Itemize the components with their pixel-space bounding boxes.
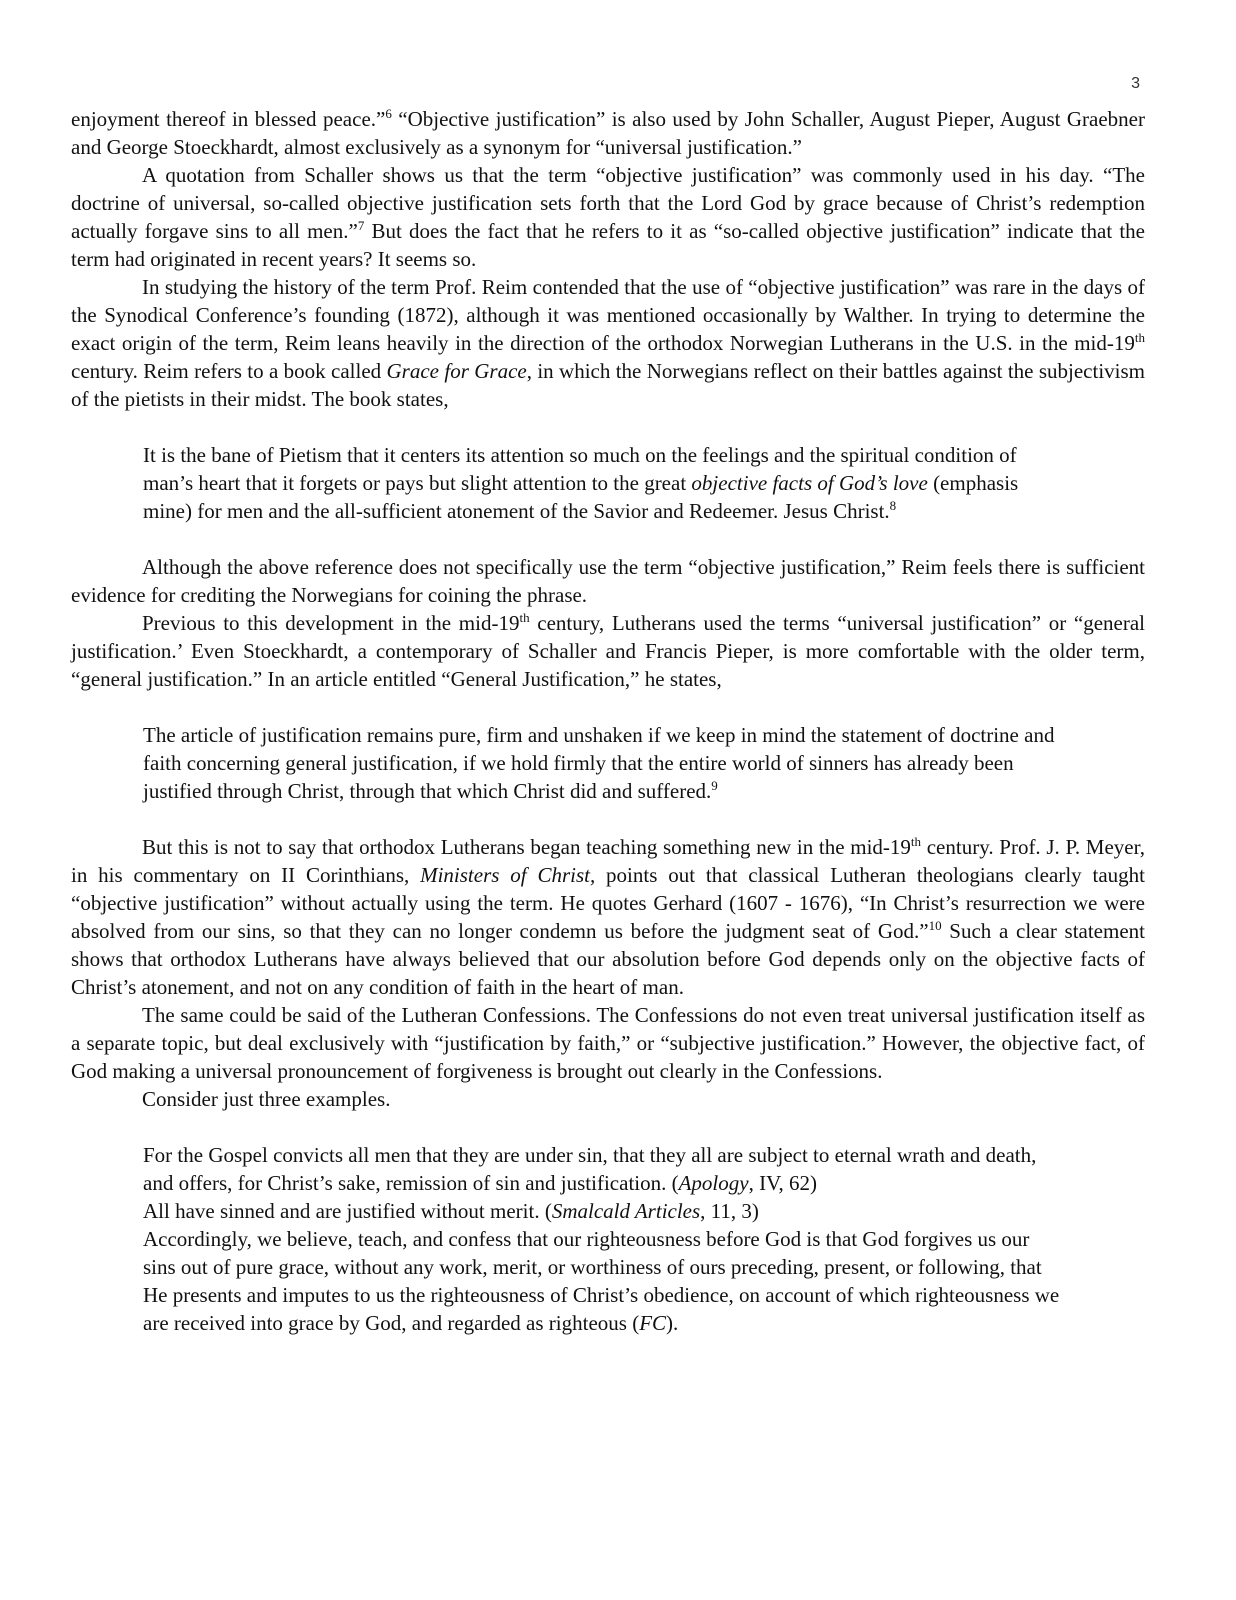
footnote-ref-6[interactable]: 6	[385, 106, 392, 121]
source-title: Smalcald Articles	[551, 1199, 701, 1223]
quote-line-fc: Accordingly, we believe, teach, and confess that our righteousness before God is that God forgives us our sins out of pure grace, without any work, merit, or worthiness of ours preceding, present, or following, that He presents and imputes to us the righteousness of Christ’s obedience, on account of which righteousness we are received into grace by God, and regarded as righteous (FC).	[143, 1227, 1060, 1335]
footnote-ref-8[interactable]: 8	[889, 498, 897, 513]
source-title: Apology	[678, 1171, 749, 1195]
block-quote-3	[143, 1141, 1063, 1337]
footnote-ref-7[interactable]: 7	[357, 218, 365, 233]
paragraph-4: Although the above reference does not specifically use the term “objective justification,” Reim feels there is sufficient evidence for crediting the Norwegians for coining the phrase.	[71, 555, 1145, 607]
paragraph-8: Consider just three examples.	[142, 1087, 391, 1111]
book-title: Grace for Grace	[386, 359, 527, 383]
paragraph-1: enjoyment thereof in blessed peace.”$^6$ “Objective justification” is also used by John Schaller, August Pieper, August Graebner and George Stoeckhardt, almost exclusively as a synonym for “universal justification.”	[71, 106, 1145, 159]
source-title: FC	[639, 1311, 667, 1335]
emphasis: objective facts of God’s love	[691, 471, 928, 495]
book-title: Ministers of Christ,	[420, 863, 596, 887]
paragraph-5: Previous to this development in the mid-19th century, Lutherans used the terms “universal justification” or “general justification.’ Even Stoeckhardt, a contemporary of Schaller and Francis Pieper, is more comfortable with the older term, “general justification.” In an article entitled “General Justification,” he states,	[71, 610, 1146, 691]
quote-line-apology: For the Gospel convicts all men that they are under sin, that they all are subject to eternal wrath and death, and offers, for Christ’s sake, remission of sin and justification. (Apology, IV, 62)	[143, 1143, 1037, 1195]
block-quote-2: The article of justification remains pure, firm and unshaken if we keep in mind the statement of doctrine and faith concerning general justification, if we hold firmly that the entire world of sinners has already been justified through Christ, through that which Christ did and suffered.$^9$	[143, 723, 1055, 803]
paragraph-2: A quotation from Schaller shows us that the term “objective justification” was commonly used in his day. “The doctrine of universal, so-called objective justification sets forth that the Lord God by grace because of Christ’s redemption actually forgave sins to all men.”$^7$ But does the fact that he refers to it as “so-called objective justification” indicate that the term had originated in recent years? It seems so.	[71, 163, 1146, 271]
paragraph-7: The same could be said of the Lutheran Confessions. The Confessions do not even treat universal justification itself as a separate topic, but deal exclusively with “justification by faith,” or “subjective justification.” However, the objective fact, of God making a universal pronouncement of forgiveness is brought out clearly in the Confessions.	[71, 1003, 1145, 1083]
paragraph-3: In studying the history of the term Prof. Reim contended that the use of “objective justification” was rare in the days of the Synodical Conference’s founding (1872), although it was mentioned occasionally by Walther. In trying to determine the exact origin of the term, Reim leans heavily in the direction of the orthodox Norwegian Lutherans in the U.S. in the mid-19th century. Reim refers to a book called Grace for Grace, in which the Norwegians reflect on their battles against the subjectivism of the pietists in their midst. The book states,	[71, 275, 1146, 411]
footnote-ref-9[interactable]: 9	[711, 778, 718, 793]
body-text	[71, 105, 1145, 1337]
page-number: 3	[1131, 75, 1140, 92]
footnote-ref-10[interactable]: 10	[928, 918, 942, 933]
block-quote-1: It is the bane of Pietism that it centers its attention so much on the feelings and the spiritual condition of man’s heart that it forgets or pays but slight attention to the great objective facts of God’s love (emphasis mine) for men and the all-sufficient atonement of the Savior and Redeemer. Jesus Christ.$^8$	[143, 443, 1019, 523]
quote-line-smalcald: All have sinned and are justified without merit. (Smalcald Articles, 11, 3)	[143, 1199, 759, 1223]
paragraph-6: But this is not to say that orthodox Lutherans began teaching something new in the mid-19th century. Prof. J. P. Meyer, in his commentary on II Corinthians, Ministers of Christ, points out that classical Lutheran theologians clearly taught “objective justification” without actually using the term. He quotes Gerhard (1607 - 1676), “In Christ’s resurrection we were absolved from our sins, so that they can no longer condemn us before the judgment seat of God.”$^{10}$ Such a clear statement shows that orthodox Lutherans have always believed that our absolution before God depends only on the objective facts of Christ’s atonement, and not on any condition of faith in the heart of man.	[71, 834, 1145, 999]
